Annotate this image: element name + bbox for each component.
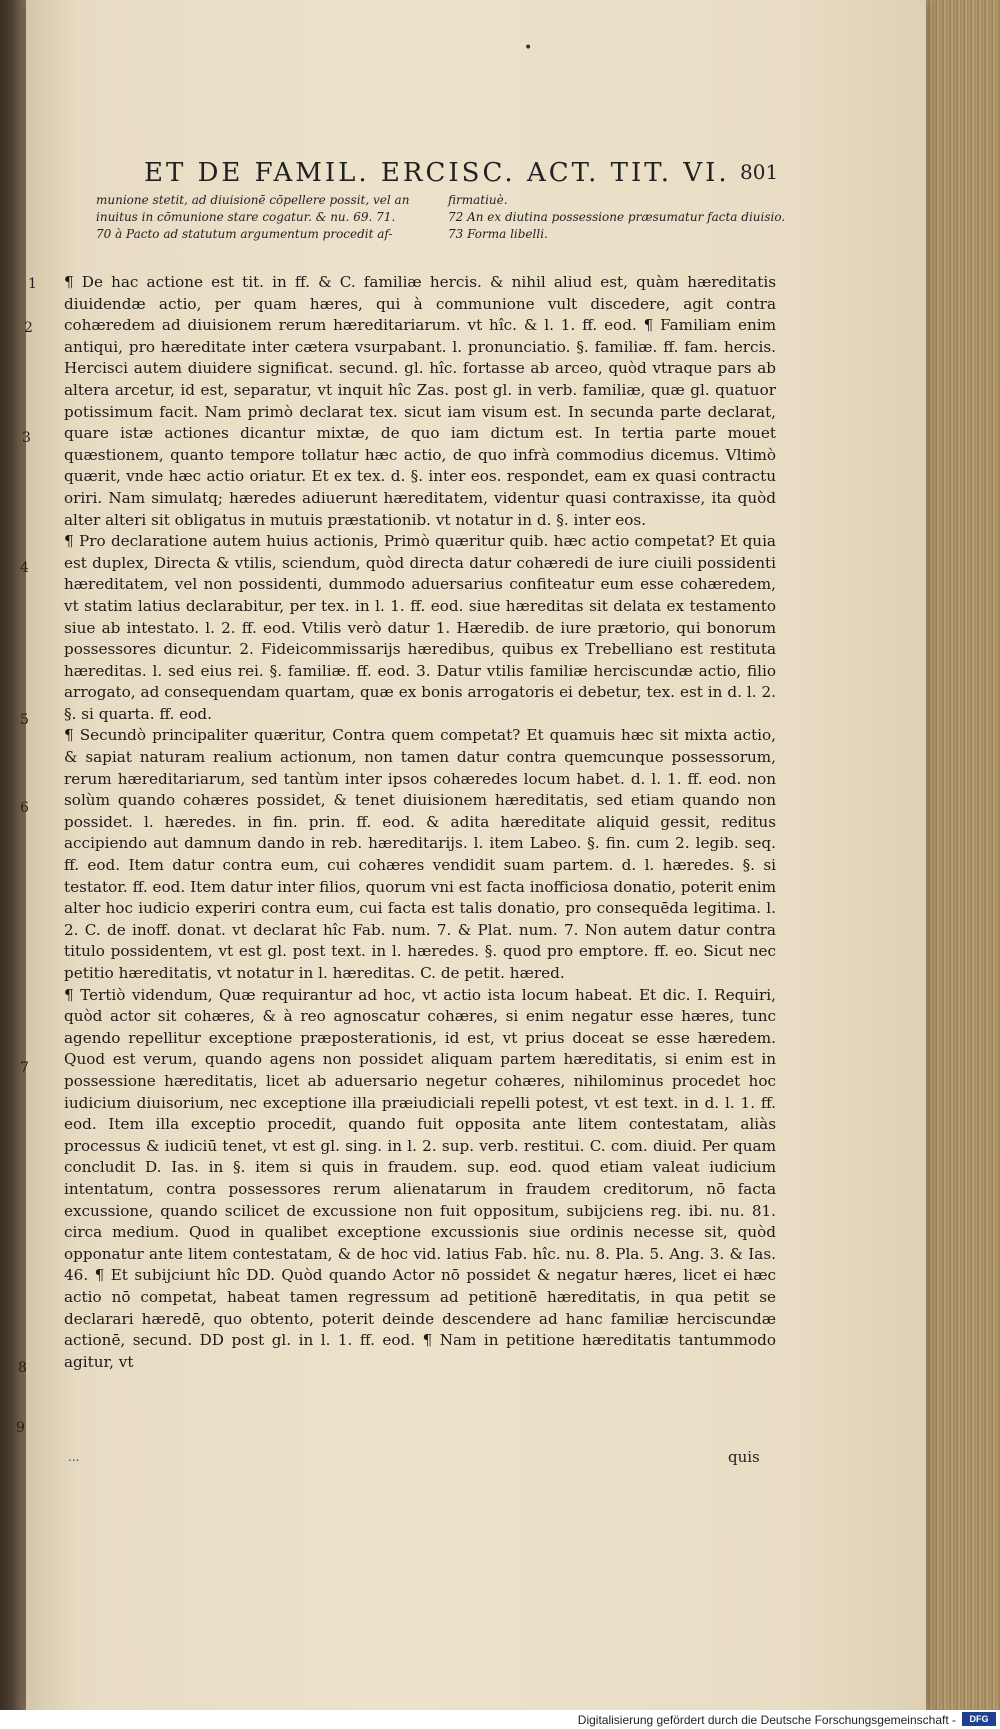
book-page-edges: [926, 0, 1000, 1710]
index-line: inuitus in cōmunione stare cogatur. & nu. 69. 71.: [96, 210, 396, 224]
index-line: firmatiuè.: [448, 193, 508, 207]
margin-number: 3: [22, 430, 31, 446]
top-mark: •: [524, 40, 533, 56]
margin-number: 6: [20, 800, 29, 816]
margin-number: 7: [20, 1060, 29, 1076]
page-number: 801: [740, 160, 779, 184]
paragraph: ¶ Pro declaratione autem huius actionis, Primò quæritur quib. hæc actio competat? Et quia est duplex, Directa & vtilis, sciendum, quòd directa datur cohæredi de iure ciuili possidenti hæreditatem, vel non possidenti, dummodo aduersarius confiteatur eum esse cohæredem, vt statim latius declarabitur, per tex. in l. 1. ff. eod. siue hæreditas sit delata ex testamento siue ab intestato. l. 2. ff. eod. Vtilis verò datur 1. Hæredib. de iure prætorio, qui bonorum possessores dicuntur. 2. Fideicommissarijs hæredibus, quibus ex Trebelliano est restituta hæreditas. l. sed eius rei. §. familiæ. ff. eod. 3. Datur vtilis familiæ herciscundæ actio, filio arrogato, ad consequendam quartam, quæ ex bonis arrogatoris ei debetur, tex. est in d. l. 2. §. si quarta. ff. eod.: [64, 532, 776, 723]
paragraph: ¶ Tertiò videndum, Quæ requirantur ad hoc, vt actio ista locum habeat. Et dic. I. Requiri, quòd actor sit cohæres, & à reo agnoscatur cohæres, si enim negatur esse hæres, tunc agendo repellitur exceptione præposterationis, id est, vt prius doceat se esse hæredem. Quod est verum, quando agens non possidet aliquam partem hæreditatis, si enim est in possessione hæreditatis, licet ab aduersario negetur cohæres, nihilominus procedet hoc iudicium diuisorium, nec exceptione illa præiudiciali repelli potest, vt est text. in d. l. 1. ff. eod. Item illa exceptio procedit, quando fuit opposita ante litem contestatam, aliàs processus & iudiciū tenet, vt est gl. sing. in l. 2. sup. verb. restitui. C. com. diuid. Per quam concludit D. Ias. in §. item si quis in fraudem. sup. eod. quod etiam valeat iudicium intentatum, contra possessores rerum alienatarum in fraudem creditorum, nō facta excussione, quando scilicet de excussione non fuit oppositum, subijciens reg. ibi. nu. 81. circa medium. Quod in qualibet exceptione excussionis siue ordinis necesse sit, quòd opponatur ante litem contestatam, & de hoc vid. latius Fab. hîc. nu. 8. Pla. 5. Ang. 3. & Ias. 46. ¶ Et subijciunt hîc DD. Quòd quando Actor nō possidet & negatur hæres, licet ei hæc actio nō competat, habeat tamen regressum ad petitionē hæreditatis, in qua petit se declarari hæredē, quo obtento, poterit deinde descendere ad hanc familiæ herciscundæ actionē, secund. DD post gl. in l. 1. ff. eod. ¶ Nam in petitione hæreditatis tantummodo agitur, vt: [64, 985, 776, 1371]
paragraph: ¶ Secundò principaliter quæritur, Contra quem competat? Et quamuis hæc sit mixta actio, & sapiat naturam realium actionum, non tamen datur contra quemcunque possessorum, rerum hæreditariarum, sed tantùm inter ipsos cohæredes locum habet. d. l. 1. ff. eod. non solùm quando cohæres possidet, & tenet diuisionem hæreditatis, sed etiam quando non possidet. l. hæredes. in fin. prin. ff. eod. & adita hæreditate aliquid gessit, reditus accipiendo aut damnum dando in reb. hæreditarijs. l. item Labeo. §. fin. cum 2. legib. seq. ff. eod. Item datur contra eum, cui cohæres vendidit suam partem. d. l. hæredes. §. si testator. ff. eod. Item datur inter filios, quorum vni est facta inofficiosa donatio, poterit enim alter hoc iudicio experiri contra eum, cui facta est talis donatio, pro consequēda legitima. l. 2. C. de inoff. donat. vt declarat hîc Fab. num. 7. & Plat. num. 7. Non autem datur contra titulo possidentem, vt est gl. post text. in l. hæredes. §. quod pro emptore. ff. eo. Sicut nec petitio hæreditatis, vt notatur in l. hæreditas. C. de petit. hæred.: [64, 726, 776, 982]
index-line: 73 Forma libelli.: [448, 227, 548, 241]
index-line: munione stetit, ad diuisionē cōpellere possit, vel an: [96, 193, 410, 207]
margin-number: 1: [28, 276, 37, 292]
margin-number: 8: [18, 1360, 27, 1376]
footer-credit: Digitalisierung gefördert durch die Deutsche Forschungsgemeinschaft -: [577, 1713, 956, 1727]
paragraph: ¶ De hac actione est tit. in ff. & C. familiæ hercis. & nihil aliud est, quàm hæreditatis diuidendæ actio, per quam hæres, qui à communione vult discedere, agit contra cohæredem ad diuisionem rerum hæreditariarum. vt hîc. & l. 1. ff. eod. ¶ Familiam enim antiqui, pro hæreditate inter cætera vsurpabant. l. pronunciatio. §. familiæ. ff. fam. hercis. Hercisci autem diuidere significat. secund. gl. hîc. fortasse ab arceo, quòd vtraque pars ab altera arcetur, id est, separatur, vt inquit hîc Zas. post gl. in verb. familiæ, quæ gl. quatuor potissimum facit. Nam primò declarat tex. sicut iam visum est. In secunda parte declarat, quare istæ actiones dicantur mixtæ, de quo iam dictum est. In tertia parte mouet quæstionem, quanto tempore tollatur hæc actio, de quo infrà commodius dicemus. Vltimò quærit, vnde hæc actio oriatur. Et ex tex. d. §. inter eos. respondet, eam ex quasi contractu oriri. Nam simulatq; hæredes adiuerunt hæreditatem, videntur quasi contraxisse, ita quòd alter alteri sit obligatus in mutuis præstationib. vt notatur in d. §. inter eos.: [64, 273, 776, 529]
index-right-column: [448, 192, 785, 243]
catchword: quis: [728, 1448, 760, 1466]
dfg-logo: DFG: [962, 1712, 996, 1726]
index-line: 72 An ex diutina possessione præsumatur facta diuisio.: [448, 210, 786, 224]
index-line: 70 à Pacto ad statutum argumentum procedit af-: [96, 227, 393, 241]
signature-mark: ...: [68, 1450, 80, 1464]
margin-number: 2: [24, 320, 33, 336]
book-page: [16, 0, 926, 1710]
digitization-footer: [0, 1710, 1000, 1729]
running-title: ET DE FAMIL. ERCISC. ACT. TIT. VI.: [144, 158, 730, 188]
index-left-column: [96, 192, 409, 243]
body-text: [64, 272, 776, 1373]
margin-number: 9: [16, 1420, 25, 1436]
margin-number: 4: [20, 560, 29, 576]
margin-number: 5: [20, 712, 29, 728]
